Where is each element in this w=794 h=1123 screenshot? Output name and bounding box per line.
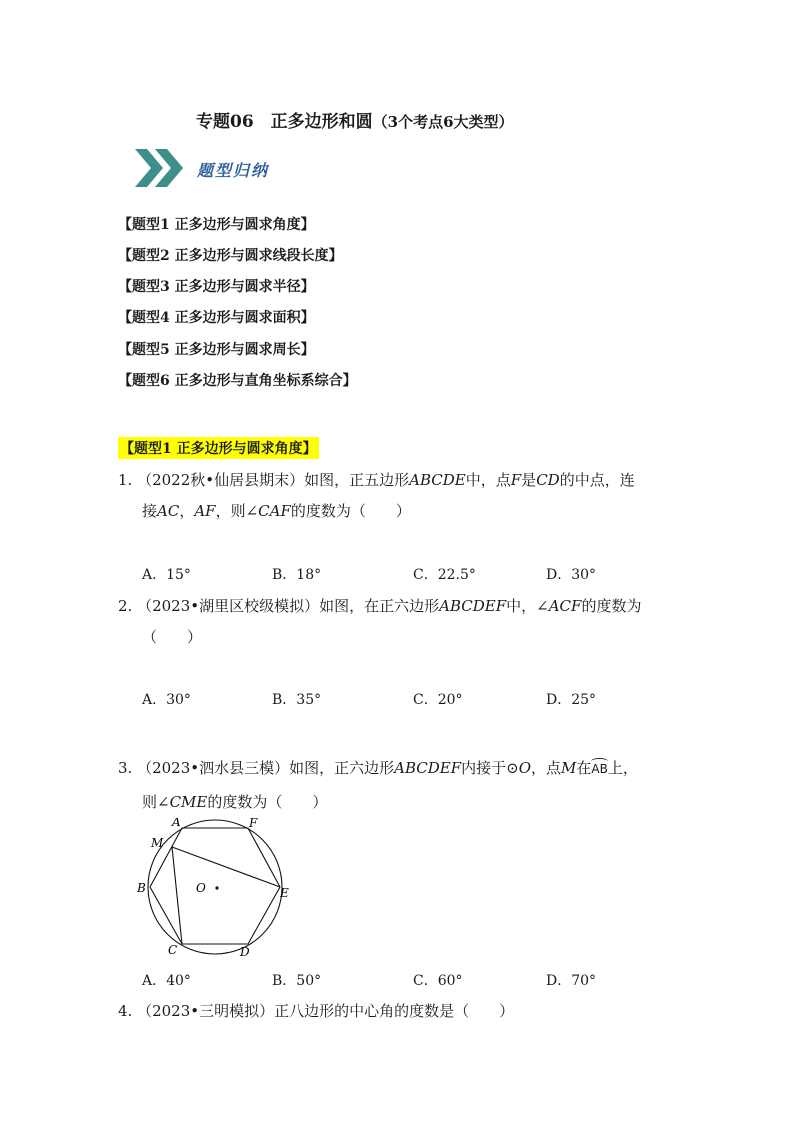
question-3-option-d: D．70° — [546, 973, 597, 989]
figure-svg — [132, 818, 302, 964]
arc-ab: AB — [591, 762, 608, 776]
question-1-line-2: 接AC，AF，则∠CAF的度数为（ ） — [142, 502, 411, 520]
line-me — [172, 847, 280, 887]
question-3-line-2: 则∠CME的度数为（ ） — [142, 793, 328, 811]
toc-item-3: 【题型3 正多边形与圆求半径】 — [118, 279, 315, 295]
question-3-option-c: C．60° — [413, 973, 463, 989]
question-1-option-b: B．18° — [272, 567, 322, 583]
hexagon — [150, 828, 280, 944]
label-f: F — [249, 818, 258, 830]
label-d: D — [240, 945, 250, 959]
question-2-option-c: C．20° — [413, 692, 463, 708]
question-2-line-1: 2. （2023•湖里区校级模拟）如图，在正六边形ABCDEF中，∠ACF的度数为 — [118, 597, 642, 615]
question-1-option-c: C．22.5° — [413, 567, 476, 583]
question-1-line-1: 1. （2022秋•仙居县期末）如图，正五边形ABCDE中，点F是CD的中点，连 — [118, 471, 635, 489]
label-c: C — [168, 943, 178, 957]
page-title — [196, 107, 514, 132]
toc-item-5: 【题型5 正多边形与圆求周长】 — [118, 342, 315, 358]
question-2-option-a: A．30° — [142, 692, 191, 708]
question-3-line-1: 3. （2023•泗水县三模）如图，正六边形ABCDEF内接于⊙O，点M在AB上， — [118, 759, 638, 777]
section-banner — [133, 145, 303, 191]
hexagon-circle-figure — [132, 818, 302, 964]
label-m: M — [151, 836, 164, 850]
question-3-option-a: A．40° — [142, 973, 191, 989]
question-3-option-b: B．50° — [272, 973, 322, 989]
label-b: B — [137, 881, 146, 895]
toc-item-4: 【题型4 正多边形与圆求面积】 — [118, 310, 315, 326]
toc-item-6: 【题型6 正多边形与直角坐标系综合】 — [118, 373, 357, 389]
question-4-line-1: 4. （2023•三明模拟）正八边形的中心角的度数是（ ） — [118, 1002, 515, 1020]
label-e: E — [280, 886, 289, 900]
question-1-option-a: A．15° — [142, 567, 191, 583]
center-dot — [215, 886, 218, 889]
title-sub: （3个考点6大类型） — [372, 113, 514, 131]
banner-label: 题型归纳 — [197, 161, 270, 180]
question-2-option-d: D．25° — [546, 692, 597, 708]
circle-o — [148, 820, 282, 954]
label-a: A — [172, 818, 181, 829]
title-main: 专题06 正多边形和圆 — [196, 112, 373, 132]
question-1-option-d: D．30° — [546, 567, 597, 583]
section-heading: 【题型1 正多边形与圆求角度】 — [118, 437, 319, 459]
toc-item-2: 【题型2 正多边形与圆求线段长度】 — [118, 248, 343, 264]
double-chevron-icon — [133, 145, 193, 191]
label-o: O — [196, 881, 206, 895]
question-2-line-2: （ ） — [142, 628, 203, 646]
toc-item-1: 【题型1 正多边形与圆求角度】 — [118, 217, 315, 233]
question-2-option-b: B．35° — [272, 692, 322, 708]
